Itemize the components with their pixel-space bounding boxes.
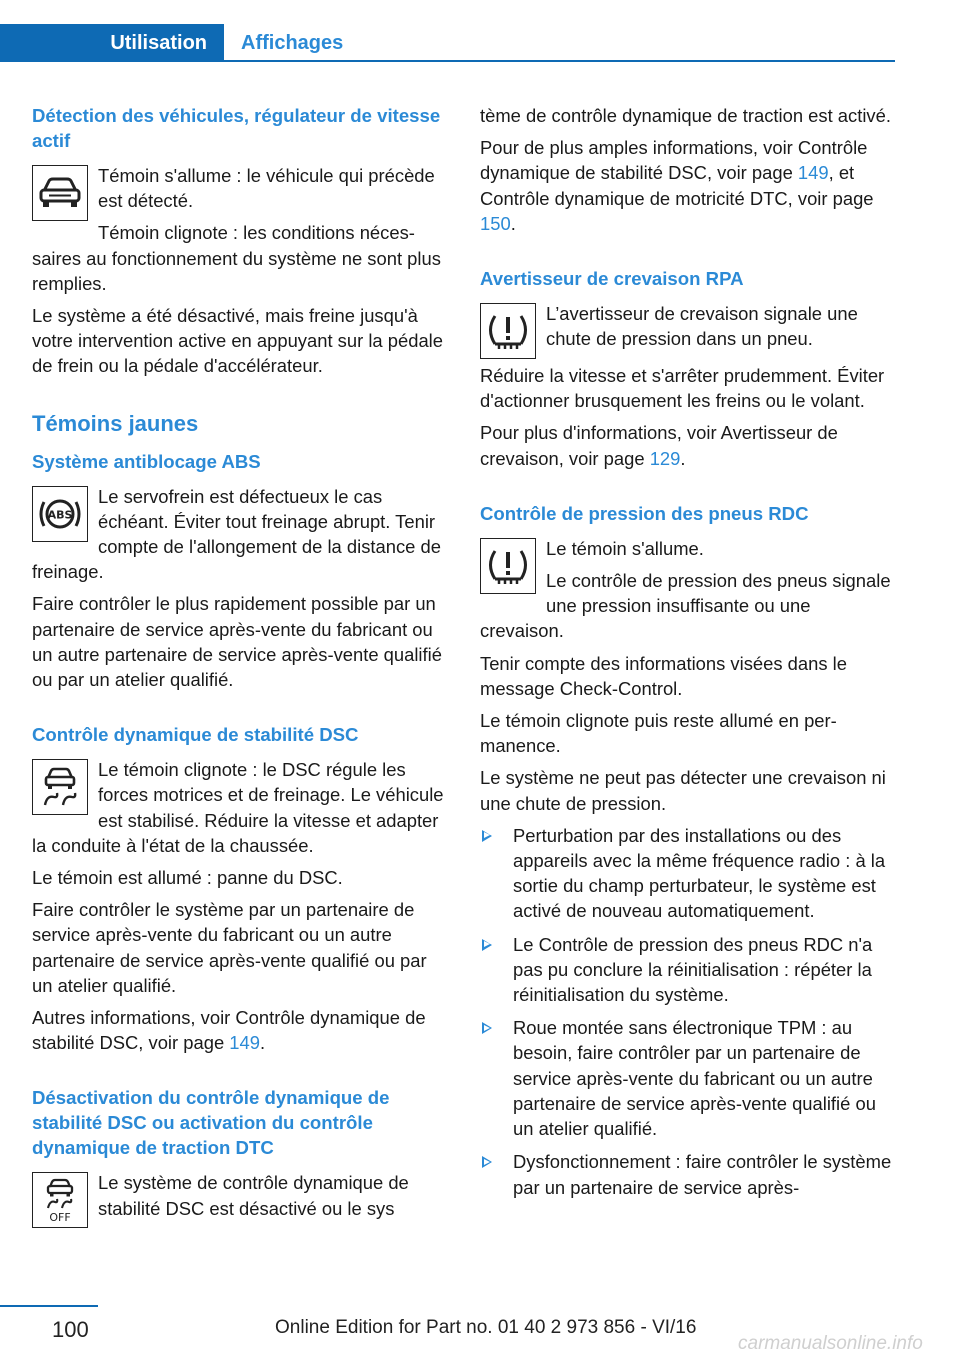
- right-column: [480, 103, 896, 1208]
- page-section-title: Témoins jaunes: [32, 410, 199, 436]
- text-rdc-flashing: Le témoin clignote puis reste allumé en permanence.: [480, 710, 837, 757]
- text-rdc-check-control: Tenir compte des informations visées dans le message Check-Control.: [480, 652, 847, 699]
- abs-warning-icon: [32, 486, 88, 542]
- header-tabbar: [0, 24, 895, 62]
- section-title-rdc: Contrôle de pression des pneus RDC: [480, 502, 809, 524]
- text-conditions-not-met: Témoin clignote : les conditions nécessaires au fonctionnement du système ne sont plus remplies.: [32, 222, 441, 294]
- car-front-icon: [32, 165, 88, 221]
- text-rdc-lit: Le témoin s'allume.: [546, 537, 704, 559]
- list-item: Roue montée sans électronique TPM : au besoin, faire contrôler par un partenaire de service après-vente du fabricant ou un autre partenaire de service après-vente qualifié ou un atelier qualifié.: [480, 1015, 896, 1141]
- page-link-150[interactable]: 150: [480, 212, 511, 234]
- list-item: Perturbation par des installations ou des appareils avec la même fréquence radio : à la sortie du champ perturbateur, le système est activé de nouveau automatiquement.: [480, 823, 896, 924]
- svg-text:OFF: OFF: [49, 1211, 71, 1225]
- text-rpa-more-info: Pour plus d'informations, voir Avertisseur de crevaison, voir page 129.: [480, 422, 838, 469]
- section-title-rpa: Avertisseur de crevaison RPA: [480, 268, 744, 290]
- page-link-129[interactable]: 129: [649, 447, 681, 469]
- footer-rule: [0, 1305, 98, 1307]
- text-dsc-deactivated: Le système de contrôle dynamique de stabilité DSC est désactivé ou le sys: [98, 1172, 409, 1219]
- tab-affichages[interactable]: Affichages: [241, 32, 344, 54]
- text-vehicle-detected: Témoin s'allume : le véhicule qui précède est détecté.: [98, 165, 435, 212]
- text-rpa-signal: L’avertisseur de crevaison signale une chute de pression dans un pneu.: [546, 303, 858, 350]
- bullet-triangle-icon: [482, 830, 492, 842]
- text-dtc-activated: tème de contrôle dynamique de traction est activé.: [480, 105, 891, 126]
- bullet-triangle-icon: [482, 1022, 492, 1034]
- text-rdc-cannot-detect: Le système ne peut pas détecter une crevaison ni une chute de pression.: [480, 767, 886, 814]
- text-abs-brake-defect: Le servofrein est défectueux le cas échéant. Éviter tout freinage abrupt. Tenir compte de l'allongement de la distance de freinage.: [32, 485, 441, 583]
- watermark: carmanualsonline.info: [738, 1333, 923, 1354]
- tab-underline: [224, 60, 895, 62]
- dsc-off-icon: [32, 1172, 88, 1228]
- section-title-dsc: Contrôle dynamique de stabilité DSC: [32, 724, 359, 746]
- text-dsc-service: Faire contrôler le système par un partenaire de service après-vente du fabricant ou un autre partenaire de service après-vente qualifié ou par un atelier qualifié.: [32, 899, 427, 996]
- tab-utilisation[interactable]: Utilisation: [0, 24, 224, 62]
- list-item: Le Contrôle de pression des pneus RDC n'a pas pu conclure la réinitialisation : répéter la réinitialisation du système.: [480, 932, 896, 1008]
- text-dsc-dtc-info: Pour de plus amples informations, voir Contrôle dynamique de stabilité DSC, voir page 149, et Contrôle dynamique de motricité DTC, voir page 150.: [480, 137, 874, 234]
- text-dsc-more-info: Autres informations, voir Contrôle dynamique de stabilité DSC, voir page 149.: [32, 1007, 426, 1054]
- text-dsc-flashing: Le témoin clignote : le DSC régule les forces motrices et de freinage. Le véhicule est stabilisé. Réduire la vitesse et adapter la conduite à l'état de la chaussée.: [32, 759, 444, 856]
- tire-pressure-warning-icon: [480, 538, 536, 594]
- dsc-skid-icon: [32, 759, 88, 815]
- text-rdc-signal: Le contrôle de pression des pneus signale une pression insuffisante ou une crevaison.: [480, 570, 891, 642]
- text-abs-service: Faire contrôler le plus rapidement possible par un partenaire de service après-vente du fabricant ou un autre partenaire de service après-vente qualifié ou par un atelier qualifié.: [32, 593, 442, 691]
- page-link-149[interactable]: 149: [797, 162, 829, 184]
- svg-text:ABS: ABS: [47, 508, 73, 522]
- section-title-abs: Système antiblocage ABS: [32, 450, 261, 472]
- bullet-triangle-icon: [482, 1156, 492, 1168]
- tire-pressure-warning-icon: [480, 303, 536, 359]
- text-system-deactivated: Le système a été désactivé, mais freine jusqu'à votre intervention active en appuyant sur la pédale de frein ou la pédale d'accélérateur.: [32, 305, 443, 377]
- bullet-triangle-icon: [482, 939, 492, 951]
- list-item: Dysfonctionnement : faire contrôler le système par un partenaire de service après-: [480, 1149, 896, 1199]
- edition-info: Online Edition for Part no. 01 40 2 973 856 - VI/16: [275, 1317, 697, 1338]
- rdc-causes-list: [480, 823, 896, 1200]
- left-column: [32, 103, 448, 1232]
- text-dsc-lit: Le témoin est allumé : panne du DSC.: [32, 867, 343, 889]
- page-link-149[interactable]: 149: [229, 1032, 260, 1054]
- text-rpa-slow-down: Réduire la vitesse et s'arrêter prudemment. Éviter d'actionner brusquement les freins ou le volant.: [480, 365, 885, 412]
- page-number: 100: [52, 1317, 89, 1342]
- section-title-dsc-off: Désactivation du contrôle dynamique de stabilité DSC ou activation du contrôle dynamique de traction DTC: [32, 1087, 390, 1159]
- section-title-vehicle-detection: Détection des véhicules, régulateur de vitesse actif: [32, 105, 441, 151]
